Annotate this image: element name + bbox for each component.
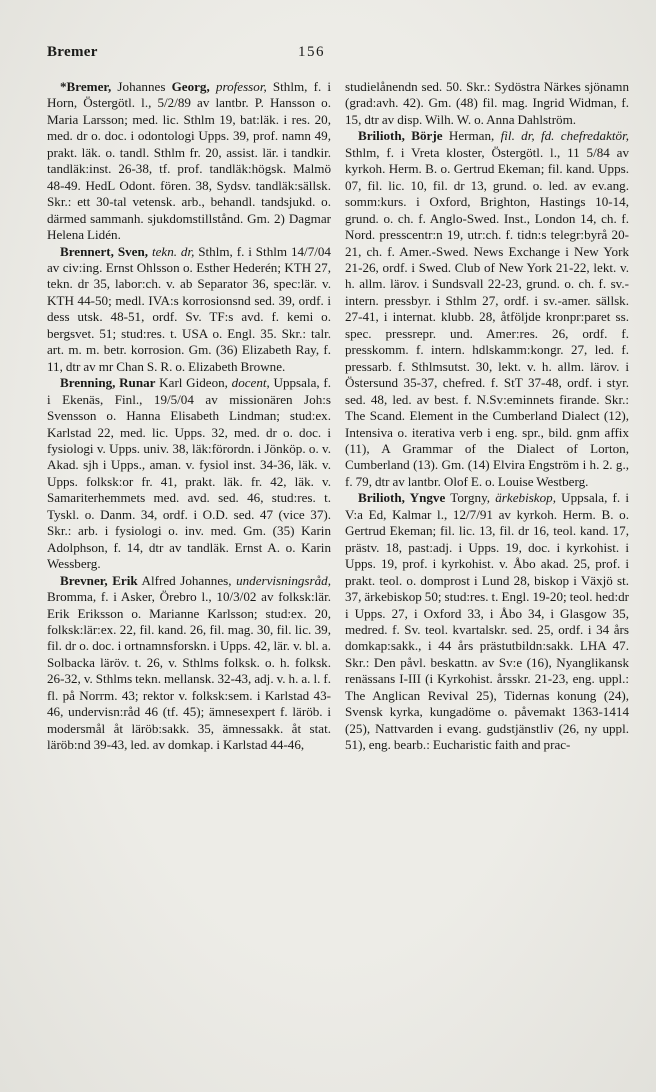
text-columns [47, 79, 629, 754]
entry-brilioth-yngve [345, 490, 629, 753]
text-run: *Bremer, [60, 79, 112, 94]
text-run: docent, [231, 375, 270, 391]
text-run: undervisningsråd, [236, 572, 331, 588]
column-right [345, 79, 629, 754]
text-run: Georg, [171, 79, 210, 94]
entry-brevner-erik [47, 573, 331, 754]
text-run: Uppsala, f. i V:a Ed, Kalmar l., 12/7/91 av kyrkoh. Herm. B. o. Gertrud Ekeman; fil. lic. 13, fil. dr 16, teol. kand. 17, prästv. 18, past:adj. i Upps. 19, doc. i kyrkohist. i Upps. 19, prof. i kyrkohist. v. Åbo akad. 25, prof. i prakt. teol. o. domprost i Lund 28, biskop i Växjö st. 37, ärkebiskop 50; stud:res. t. Engl. 19-20; teol. hed:dr i Upps. 27, i Oxford 33, i Åbo 34, i Glasgow 35, medred. f. Sv. teol. kvartalskr. sed. 25, ordf. i 34 års domkap:sakk., i 44 års prästutbildn:sakk. LHA 47. Skr.: Den påvl. beskattn. av Sv:e (16), Nyanglikansk renässans I-III (i Kyrkohist. årsskr. 21-23, eng. uppl.: The Anglican Revival 25), Tidernas konung (24), Svensk kyrka, kungadöme o. påvemakt 1363-1414 (25), Nattvarden i evang. gudstjänstliv (26, ny uppl. 51), eng. bearb.: Eucharistic faith and prac- [345, 490, 630, 753]
text-run: Sthlm, f. i Sthlm 14/7/04 av civ:ing. Ernst Ohlsson o. Esther Hederén; KTH 27, tekn. dr 35, labor:ch. v. ab Separator 36, spec:lär. v. KTH 44-50; medl. IVA:s korrosionsnd sed. 39, ordf. i dess utsk. 48-51, ordf. Sv. TF:s avd. f. kemi o. bergsvet. 51; stud:res. t. USA o. Engl. 35. Skr.: talr. art. m. m. betr. korrosion. Gm. (36) Elizabeth Ray, f. 11, dtr av mr Chan S. R. o. Elizabeth Browne. [47, 243, 331, 374]
text-run: professor, [215, 79, 267, 94]
text-run: Alfred Johannes, [137, 572, 237, 588]
text-run: Brilioth, Börje [358, 128, 443, 144]
entry-brilioth-borje [345, 128, 629, 490]
text-run: Johannes [111, 79, 172, 94]
column-left [47, 79, 331, 754]
entry-brevner-continuation [345, 79, 629, 128]
entry-bremer-johannes-georg [47, 79, 331, 244]
text-run: Brennert, Sven, [60, 243, 149, 259]
entry-brennert-sven [47, 244, 331, 376]
text-run: Bromma, f. i Asker, Örebro l., 10/3/02 av folksk:lär. Erik Eriksson o. Marianne Karlsson; stud:ex. 20, folksk:lär:ex. 22, fil. kand. 26, fil. mag. 30, fil. lic. 39, fil. dr o. doc. i ortnamnsforskn. i Upps. 42, lär. v. bl. a. Solbacka läröv. t. 26, v. Sthlms folksk. o. h. folksk. 26-32, v. Sthlms tekn. mellansk. 32-43, adj. v. h. a. l. f. fl. på Norrm. 43; rektor v. folksk:sem. i Karlstad 43-46, undervisn:råd 46 (tf. 45); ämnesexpert f. läröb. i modersmål åt läröb:sakk. 35, ämnessakk. åt stat. läröb:nd 39-43, led. av domkap. i Karlstad 44-46, [47, 589, 331, 753]
text-run: Brilioth, Yngve [358, 490, 446, 506]
entry-brenning-runar [47, 375, 331, 572]
text-run: ärkebiskop, [495, 490, 556, 506]
page-header [47, 43, 629, 66]
text-run: Sthlm, f. i Horn, Östergötl. l., 5/2/89 av lantbr. P. Hansson o. Maria Larsson; med. lic. Sthlm 19, bat:läk. i res. 20, med. dr o. doc. i odontologi Upps. 39, prof. namn 49, prakt. läk. o. tandl. Sthlm fr. 20, assist. lär. i tandkir. tandläk:inst. 26-38, tf. prof. tandläk:högsk. Malmö 48-49. HedL Odont. fören. 38, Sydsv. tandläk:sällsk. Skr.: ett 30-tal vetensk. arb., behandl. tandsjukd. o. därmed sammanh. sjukdomstillstånd. Gm. 2) Dagmar Helena Lidén. [47, 79, 331, 243]
text-run: Uppsala, f. i Ekenäs, Finl., 19/5/04 av missionären Joh:s Svensson o. Hanna Elisabeth Lindman; stud:ex. Karlstad 22, med. lic. Upps. 32, med. dr o. doc. i fysiologi v. Upps. univ. 38, läk:förordn. i Jönköp. o. v. Akad. sjh i Upps., aman. v. fysiol inst. 34-36, läk. v. Upps. folksk:or fr. 41, prakt. läk. fr. 42, läk. v. Samariterhemmets med. avd. sed. 46, stud:res. t. Tyskl. o. Danm. 34, ordf. i O.D. sed. 47 (vice 37). Skr.: arb. i fysiologi o. inv. med. Gm. (35) Karin Adolphson, f. 14, dtr av tandläk. Ernst A. o. Karin Wessberg. [47, 375, 332, 572]
text-run: Sthlm, f. i Vreta kloster, Östergötl. l., 11 5/84 av kyrkoh. Herm. B. o. Gertrud Ekeman; fil. kand. Upps. 07, fil. lic. 10, fil. dr 13, grund. o. led. av ev.ang. somm:kurs. i Oxford, Brighton, Hastings 10-14, grund. o. ch. f. Anglo-Swed. Inst., London 14, ch. f. Nord. presscentr:n 19, utr:ch. f. tidn:s telegr:byrå 20-21, ch. f. Amer.-Swed. News Exchange i New York 21-26, ordf. i Swed. Club of New York 21-22, lekt. v. h. allm. lärov. i Sundsvall 22-23, grund. o. ch. f. sv.-intern. pressbyr. i Sthlm 27, ordf. i sv.-amer. sällsk. 27-41, i internat. klubb. 28, åtföljde kronpr:paret ss. spec. pressrepr. und. Amer:res. 26, ordf. f. presskomm. f. intern. hdlskamm:kongr. 27, led. f. pressarb. f. Sthlmsutst. 30, lekt. v. h. allm. lärov. i Östersund 35-37, chefred. f. StT 37-48, ordf. i styr. sed. 48, led. av best. f. N.Sv:eminnets firande. Skr.: The Scand. Element in the Cumberland Dialect (12), Intensiva o. iterativa verb i eng. spr., bild. gnm affix (11), A Grammar of the Dialect of Lorton, Cumberland (13). Gm. (14) Elvira Engström i h. 2. g., f. 79, dtr av lantbr. Olof E. o. Louise Westberg. [345, 144, 629, 489]
text-run: studielånendn sed. 50. Skr.: Sydöstra Närkes sjönamn (grad:avh. 42). Gm. (48) fil. mag. Ingrid Widman, f. 15, dtr av disp. Wilh. W. o. Anna Dahlström. [345, 79, 629, 127]
text-run: fil. dr, fd. chefredaktör, [500, 128, 629, 144]
running-head: Bremer [47, 44, 98, 60]
text-run: Brenning, Runar [60, 375, 156, 391]
page-number: 156 [298, 44, 325, 60]
text-run: Karl Gideon, [155, 375, 232, 391]
text-run: Herman, [442, 128, 501, 144]
text-run: Torgny, [445, 490, 496, 506]
text-run: tekn. dr, [151, 243, 195, 259]
text-run: Brevner, Erik [60, 572, 138, 588]
